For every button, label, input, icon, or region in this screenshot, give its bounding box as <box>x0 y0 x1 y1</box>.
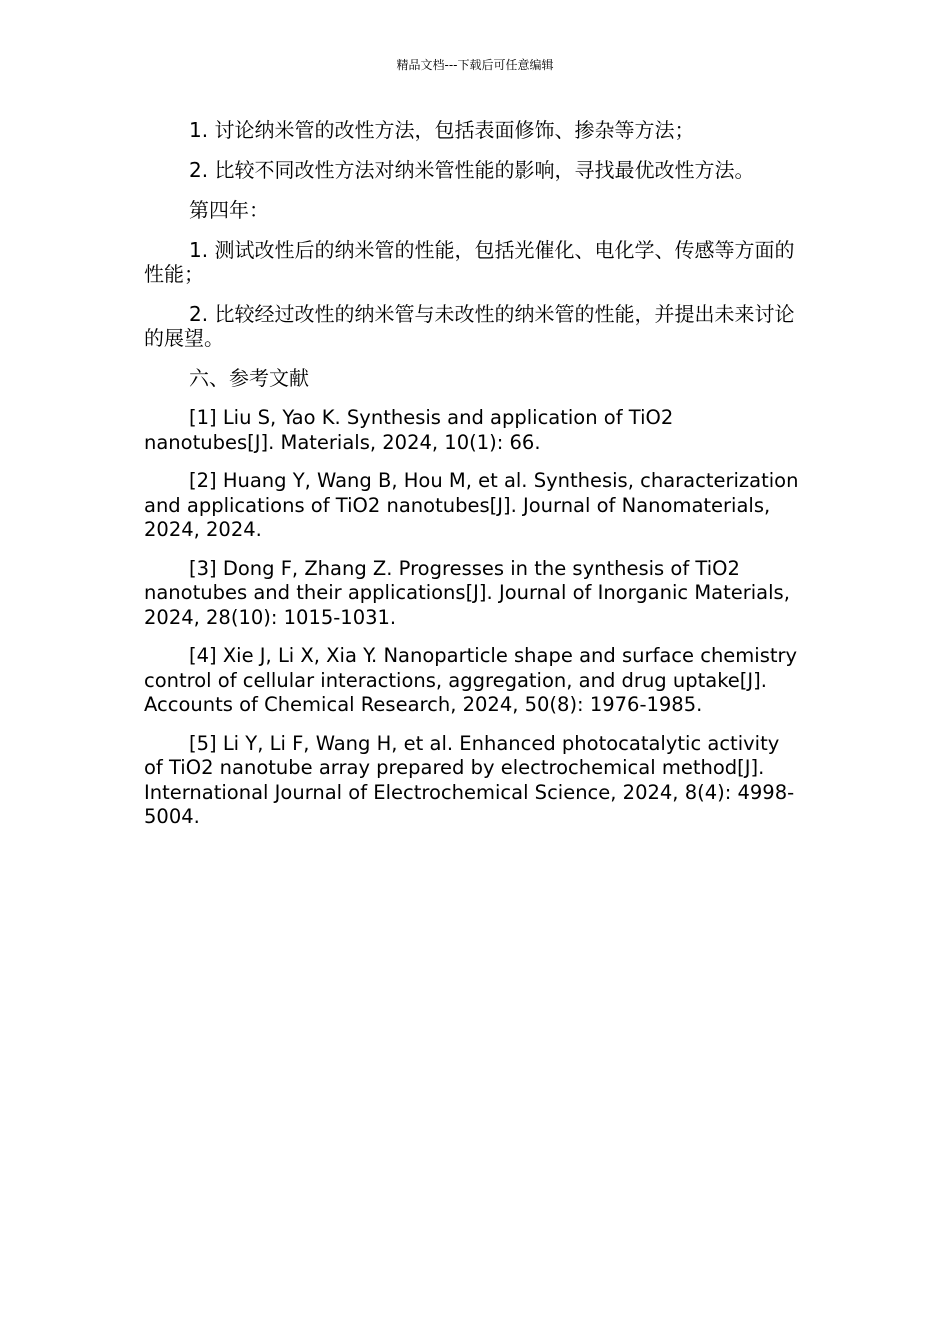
paragraph-method-comparison: 2. 比较不同改性方法对纳米管性能的影响，寻找最优改性方法。 <box>189 158 755 182</box>
page-header: 精品文档---下载后可任意编辑 <box>396 58 554 72</box>
reference-item-1: [1] Liu S, Yao K. Synthesis and application of TiO2 nanotubes[J]. Materials, 2024, 10(1): 66. <box>144 406 674 454</box>
reference-item-4: [4] Xie J, Li X, Xia Y. Nanoparticle shape and surface chemistry control of cellular interactions, aggregation, and drug uptake[J]. Accounts of Chemical Research, 2024, 50(8): 1976-1985. <box>144 644 798 716</box>
paragraph-method-discussion: 1. 讨论纳米管的改性方法，包括表面修饰、掺杂等方法； <box>189 118 695 142</box>
reference-item-2: [2] Huang Y, Wang B, Hou M, et al. Synthesis, characterization and applications of TiO2 nanotubes[J]. Journal of Nanomaterials, 2024, 2024. <box>144 469 799 541</box>
references-heading: 六、参考文献 <box>189 366 309 390</box>
year-four-heading: 第四年： <box>189 198 269 222</box>
reference-item-5: [5] Li Y, Li F, Wang H, et al. Enhanced photocatalytic activity of TiO2 nanotube array prepared by electrochemical method[J]. International Journal of Electrochemical Science, 2024, 8(4): 4998-5004. <box>144 731 795 828</box>
document-body <box>144 118 799 844</box>
reference-item-3: [3] Dong F, Zhang Z. Progresses in the synthesis of TiO2 nanotubes and their applications[J]. Journal of Inorganic Materials, 2024, 28(10): 1015-1031. <box>144 556 790 629</box>
paragraph-performance-test: 1. 测试改性后的纳米管的性能，包括光催化、电化学、传感等方面的性能； <box>144 238 795 286</box>
paragraph-performance-comparison: 2. 比较经过改性的纳米管与未改性的纳米管的性能，并提出未来讨论的展望。 <box>144 302 795 350</box>
